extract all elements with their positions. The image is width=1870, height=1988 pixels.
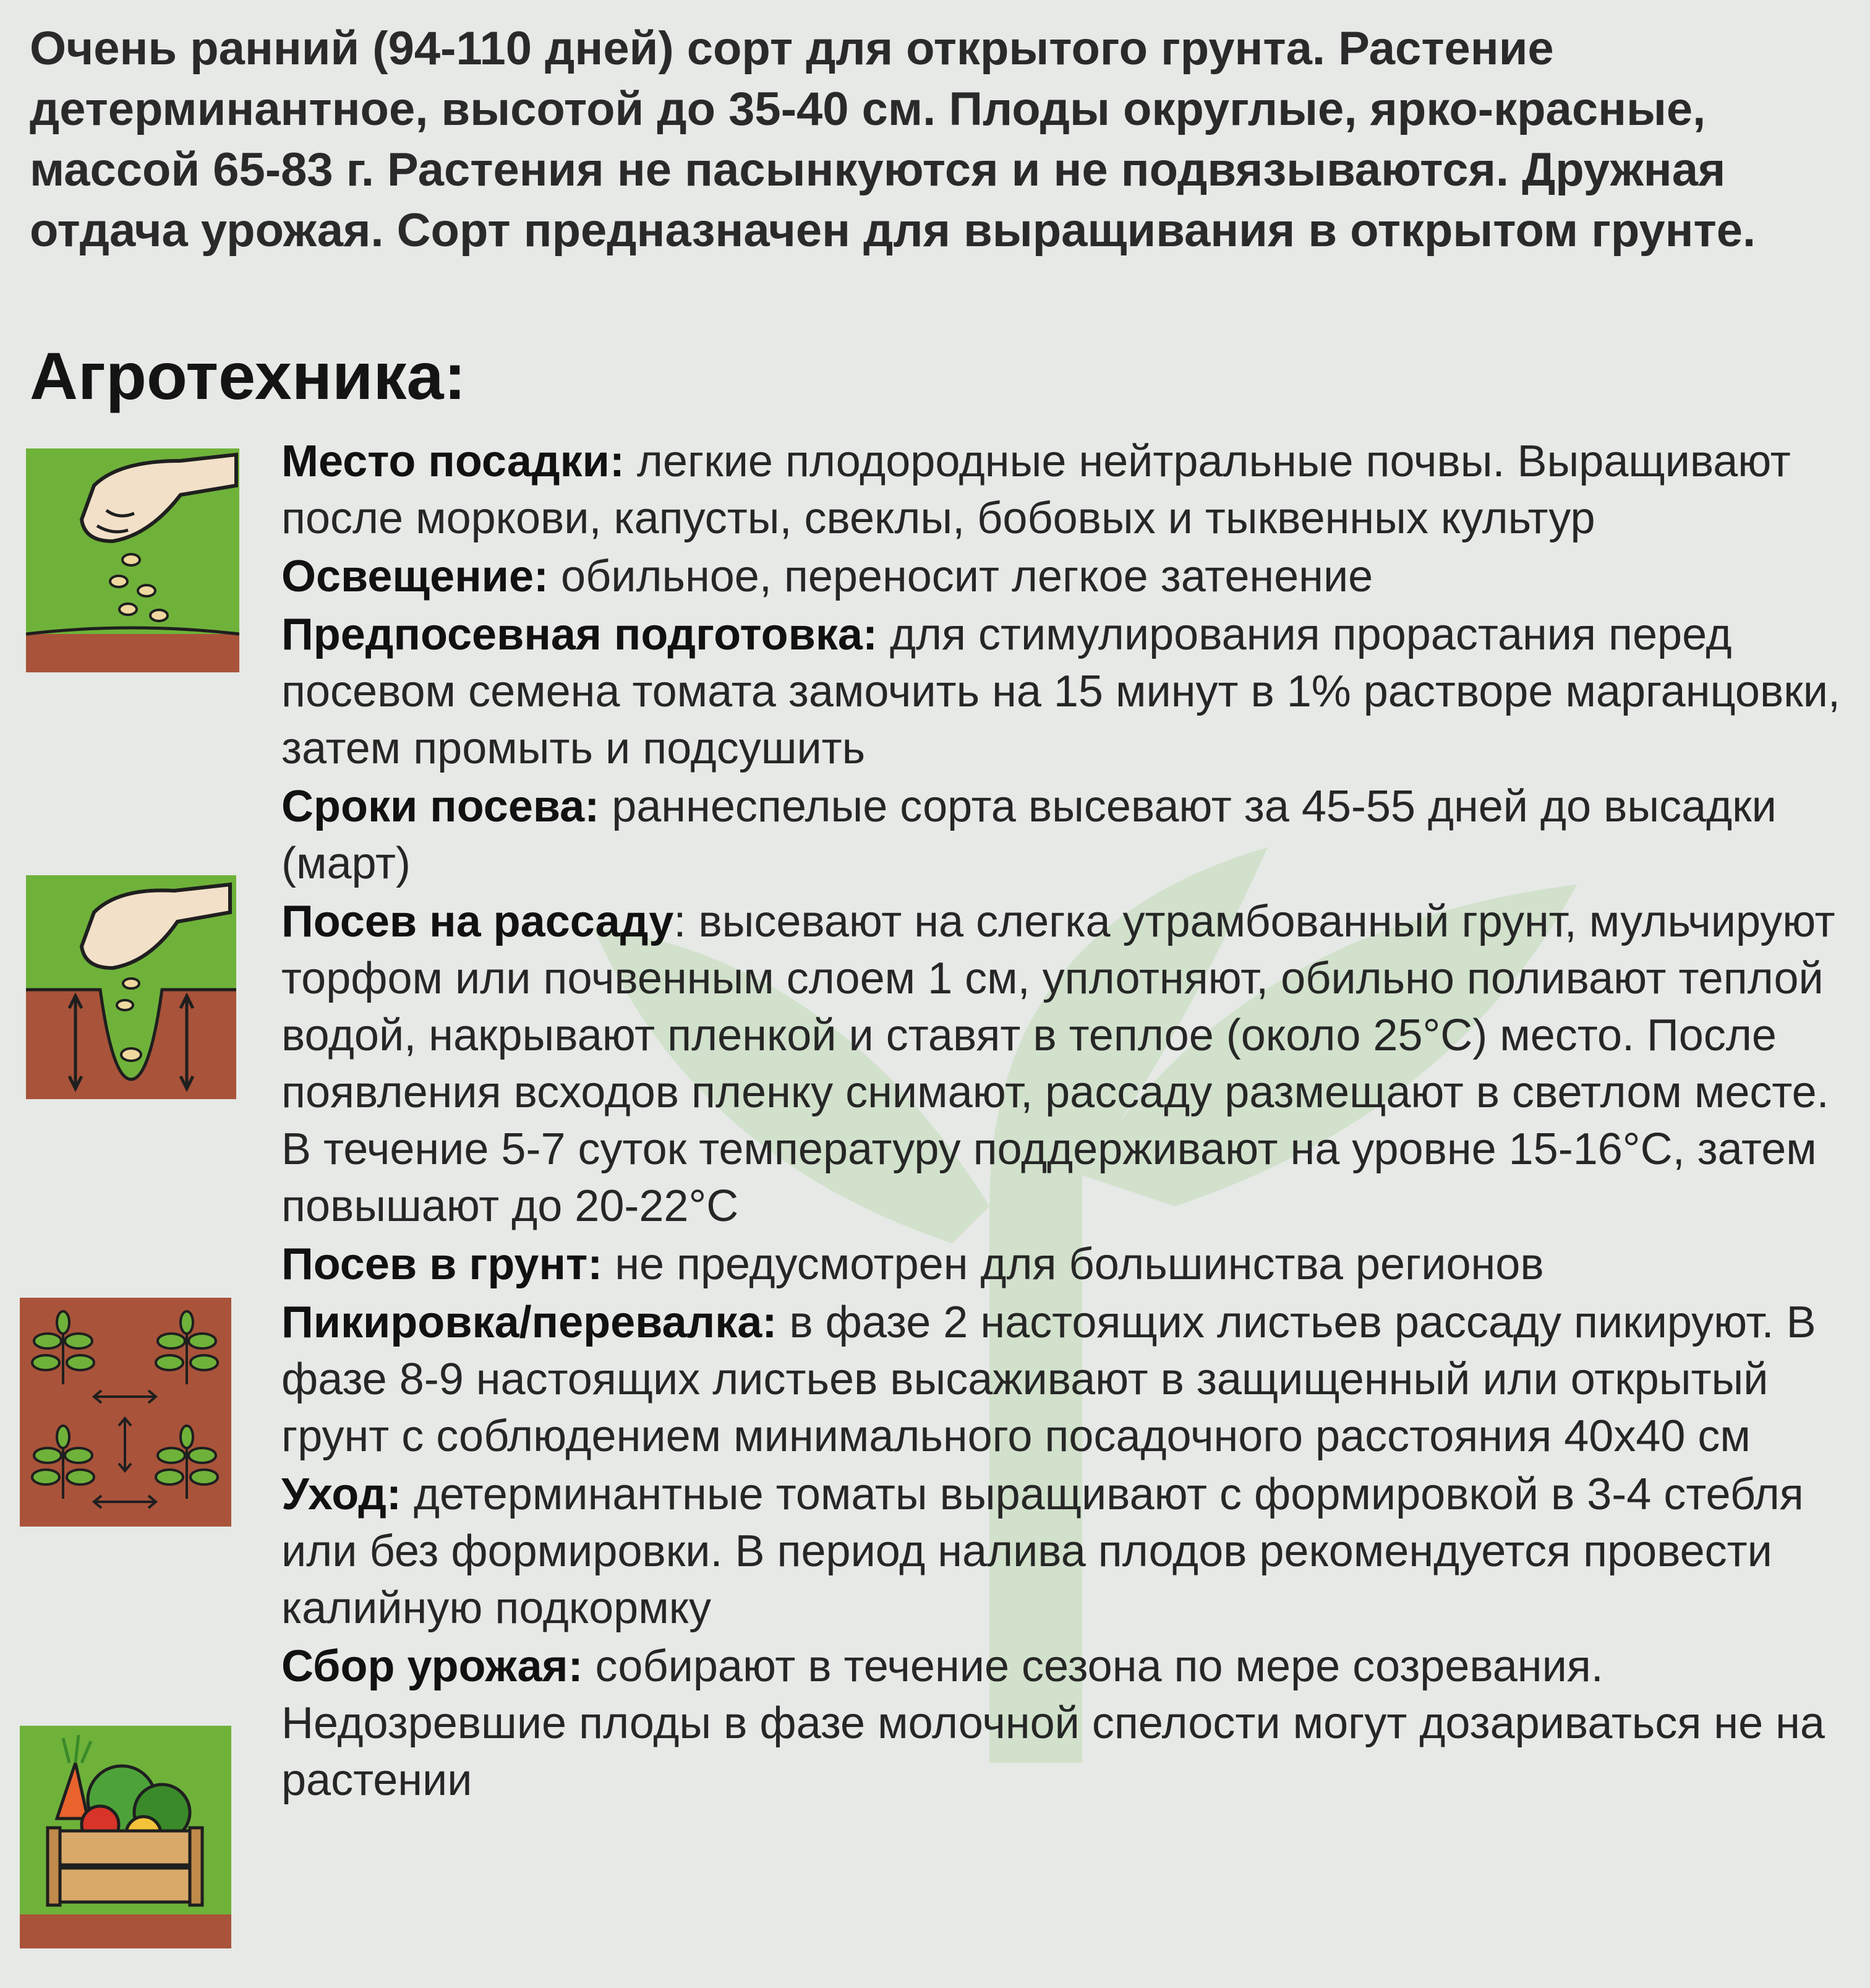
item-label: Предпосевная подготовка: xyxy=(281,610,877,659)
item-text: детерминантные томаты выращивают с формировкой в 3-4 стебля или без формировки. В период налива плодов рекомендуется провести калийную подкормку xyxy=(281,1470,1804,1633)
list-item xyxy=(281,548,1849,605)
section-title-agrotechnics: Агротехника: xyxy=(30,338,466,413)
item-label: Уход: xyxy=(281,1470,401,1519)
list-item xyxy=(281,778,1849,892)
item-text: собирают в течение сезона по мере созревания. Недозревшие плоды в фазе молочной спелости могут дозариваться не на растении xyxy=(281,1642,1825,1805)
item-text: : высевают на слегка утрамбованный грунт, мульчируют торфом или почвенным слоем 1 см, уплотняют, обильно поливают теплой водой, накрывают пленкой и ставят в теплое (около 25°С) место. После появления всходов пленку снимают, рассаду размещают в светлом месте. В течение 5-7 суток температуру поддерживают на уровне 15-16°С, затем повышают до 20-22°С xyxy=(281,897,1835,1231)
variety-description: Очень ранний (94-110 дней) сорт для открытого грунта. Растение детерминантное, высотой до 35-40 см. Плоды округлые, ярко-красные, массой 65-83 г. Растения не пасынкуются и не подвязываются. Дружная отдача урожая. Сорт предназначен для выращивания в открытом грунте. xyxy=(30,22,1756,257)
item-label: Посев в грунт: xyxy=(281,1240,603,1289)
list-item xyxy=(281,1638,1849,1809)
list-item xyxy=(281,1236,1849,1293)
list-item xyxy=(281,433,1849,547)
seedling-spacing-icon xyxy=(20,1298,231,1527)
item-text: обильное, переносит легкое затенение xyxy=(548,552,1373,601)
item-text: для стимулирования прорастания перед посевом семена томата замочить на 15 минут в 1% растворе марганцовки, затем промыть и подсушить xyxy=(281,610,1840,773)
item-text: раннеспелые сорта высевают за 45-55 дней до высадки (март) xyxy=(281,782,1777,888)
list-item xyxy=(281,606,1849,777)
list-item xyxy=(281,893,1849,1235)
item-label: Место посадки: xyxy=(281,437,625,486)
item-label: Пикировка/перевалка: xyxy=(281,1298,777,1347)
list-item xyxy=(281,1466,1849,1637)
item-label: Посев на рассаду xyxy=(281,897,674,946)
item-label: Сроки посева: xyxy=(281,782,600,831)
item-label: Освещение: xyxy=(281,552,549,601)
item-text: легкие плодородные нейтральные почвы. Выращивают после моркови, капусты, свеклы, бобовых и тыквенных культур xyxy=(281,437,1791,543)
vegetable-crate-harvest-icon xyxy=(20,1726,231,1948)
agrotechnics-list xyxy=(281,433,1849,1810)
seed-furrow-depth-icon xyxy=(26,875,236,1099)
list-item xyxy=(281,1294,1849,1465)
item-text: в фазе 2 настоящих листьев рассаду пикируют. В фазе 8-9 настоящих листьев высаживают в защищенный или открытый грунт с соблюдением минимального посадочного расстояния 40х40 см xyxy=(281,1298,1816,1461)
item-label: Сбор урожая: xyxy=(281,1642,583,1691)
hand-sowing-seeds-icon xyxy=(26,448,239,672)
item-text: не предусмотрен для большинства регионов xyxy=(602,1240,1544,1289)
